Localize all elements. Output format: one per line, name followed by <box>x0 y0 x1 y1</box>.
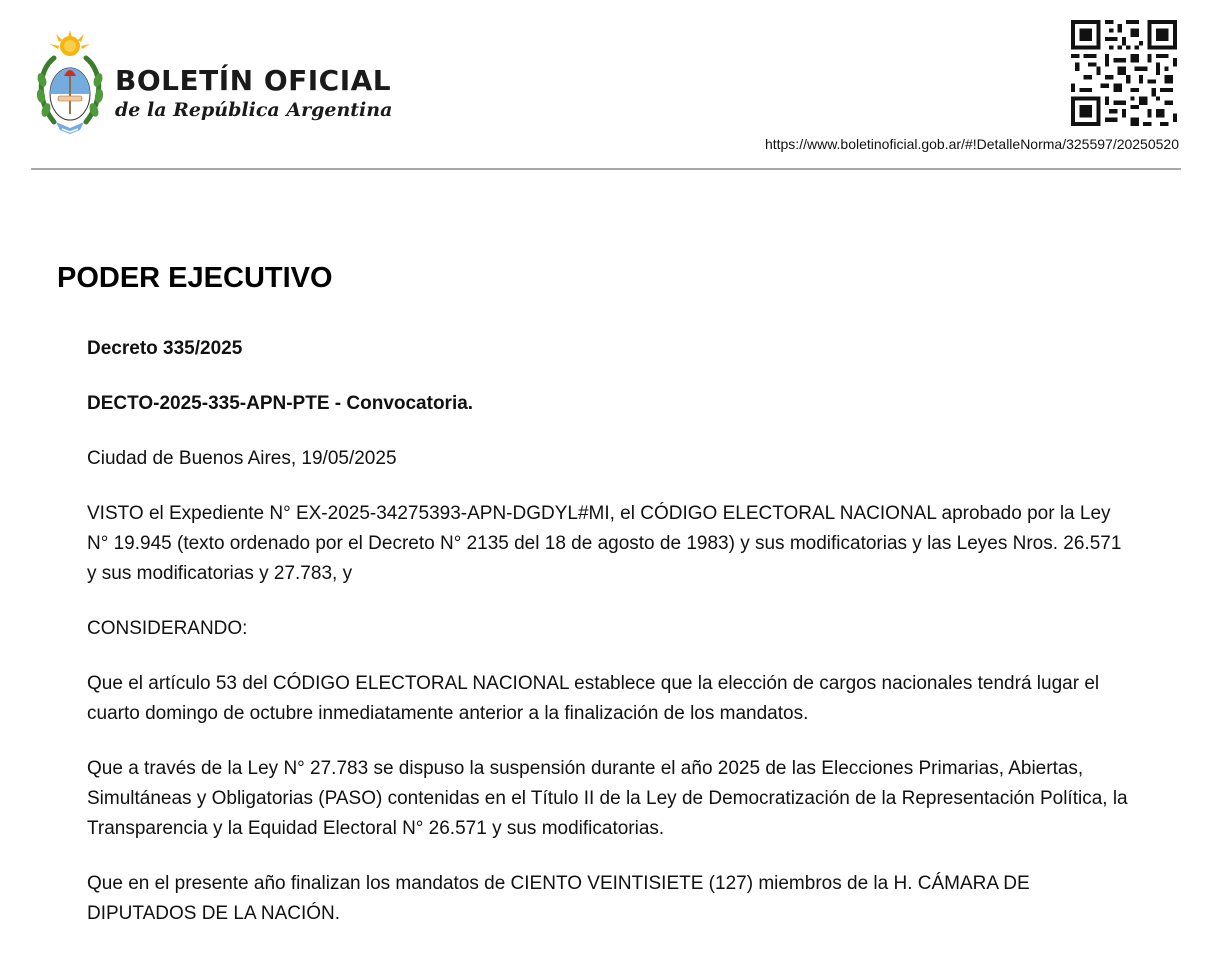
considerando-paragraph-1: Que el artículo 53 del CÓDIGO ELECTORAL NACIONAL establece que la elección de cargos nacionales tendrá lugar el cuarto domingo de octubre inmediatamente anterior a la finalización de los mandatos. <box>87 673 1100 724</box>
header-divider <box>31 168 1181 170</box>
decree-number: Decreto 335/2025 <box>87 338 243 359</box>
considerando-paragraph-3: Que en el presente año finalizan los mandatos de CIENTO VEINTISIETE (127) miembros de la H. CÁMARA DE DIPUTADOS DE LA NACIÓN. <box>87 873 1030 924</box>
decree-code: DECTO-2025-335-APN-PTE - Convocatoria. <box>87 393 474 414</box>
considerando-heading: CONSIDERANDO: <box>87 618 248 639</box>
page-header <box>0 0 1208 172</box>
qr-code-icon <box>1071 20 1177 126</box>
considerando-paragraph-2: Que a través de la Ley N° 27.783 se dispuso la suspensión durante el año 2025 de las Elecciones Primarias, Abiertas, Simultáneas y Obligatorias (PASO) contenidas en el Título II de la Ley de Democratización de la Representación Política, la Transparencia y la Equidad Electoral N° 26.571 y sus modificatorias. <box>87 758 1128 839</box>
decree-body <box>87 334 1132 954</box>
document-url[interactable]: https://www.boletinoficial.gob.ar/#!DetalleNorma/325597/20250520 <box>764 136 1179 152</box>
visto-paragraph: VISTO el Expediente N° EX-2025-34275393-APN-DGDYL#MI, el CÓDIGO ELECTORAL NACIONAL aprobado por la Ley N° 19.945 (texto ordenado por el Decreto N° 2135 del 18 de agosto de 1983) y sus modificatorias y las Leyes Nros. 26.571 y sus modificatorias y 27.783, y <box>87 503 1122 584</box>
section-title: PODER EJECUTIVO <box>57 262 333 294</box>
argentina-coat-of-arms-icon <box>32 30 108 142</box>
place-date: Ciudad de Buenos Aires, 19/05/2025 <box>87 448 397 469</box>
brand-title: BOLETÍN OFICIAL <box>115 64 392 97</box>
brand-subtitle: de la República Argentina <box>115 99 393 121</box>
